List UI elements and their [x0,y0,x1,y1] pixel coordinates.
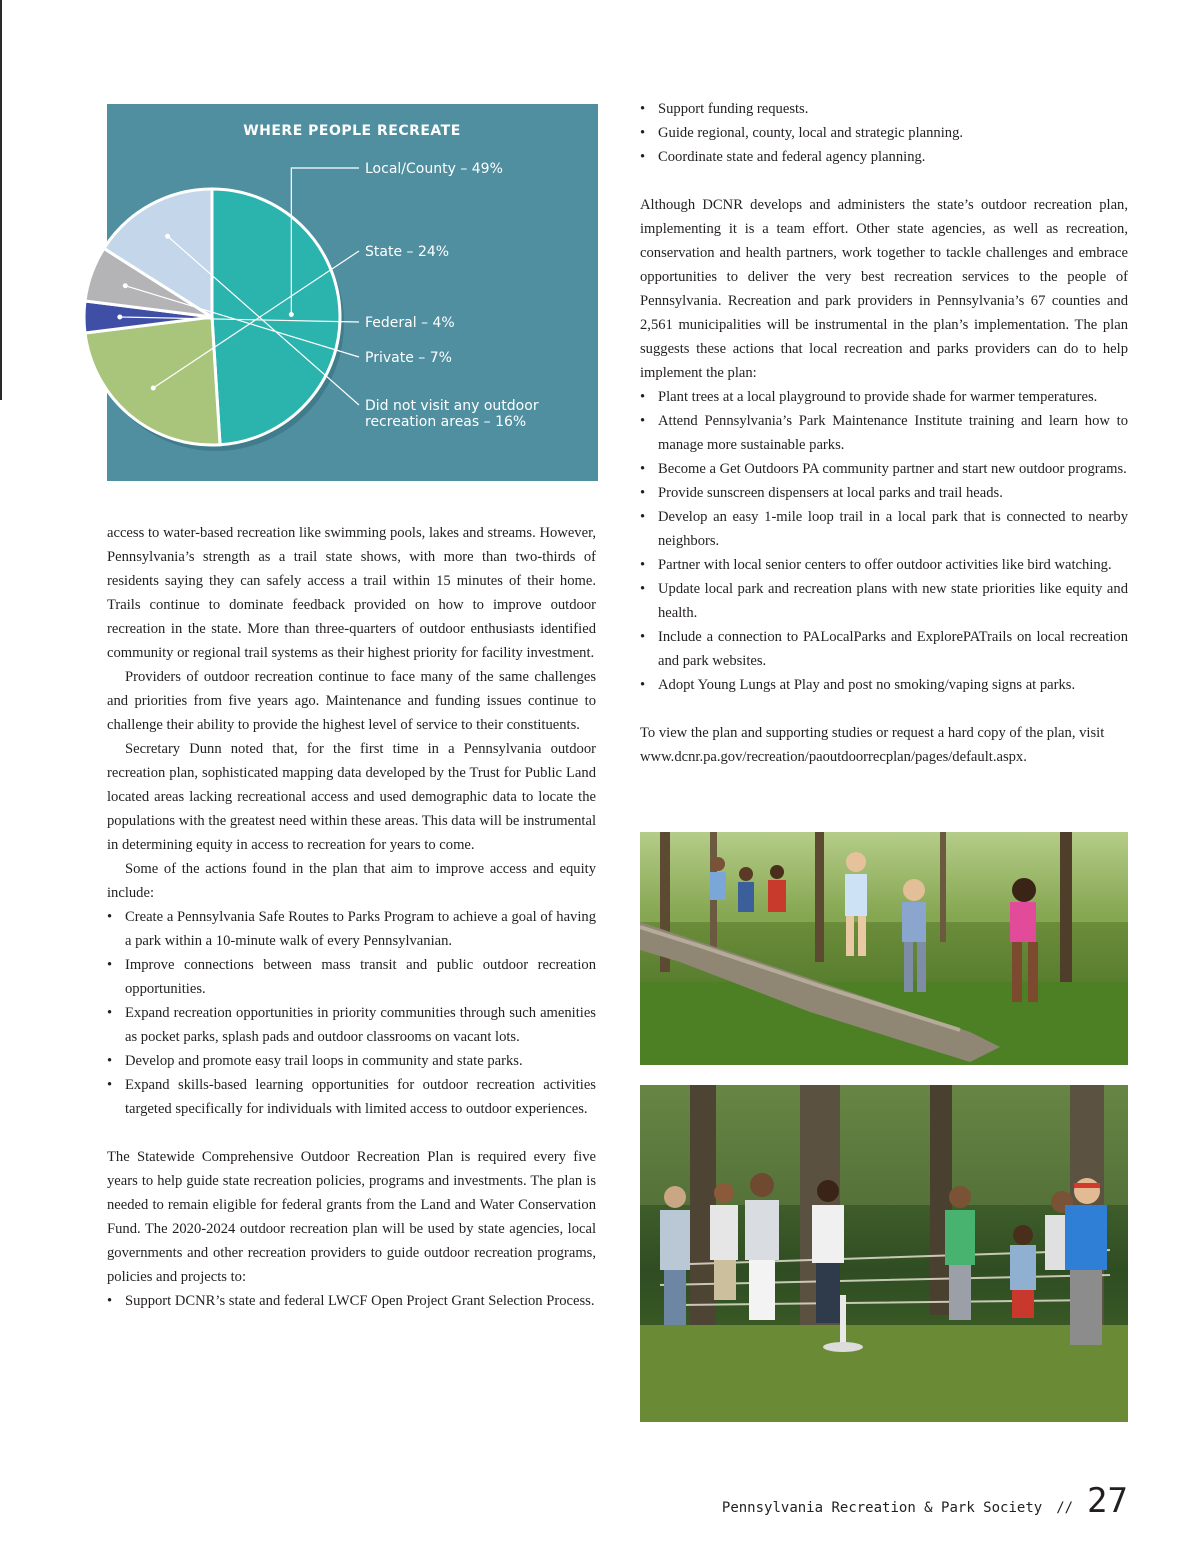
page-footer [721,1481,1128,1521]
list-item: • Include a connection to PALocalParks and ExplorePATrails on local recreation and park websites. [640,625,1128,673]
list-item: • Expand recreation opportunities in priority communities through such amenities as pocket parks, splash pads and outdoor classrooms on vacant lots. [107,1001,596,1049]
paragraph-secretary-dunn: Secretary Dunn noted that, for the first time in a Pennsylvania outdoor recreation plan, sophisticated mapping data developed by the Trust for Public Land located areas lacking recreational access and used demographic data to locate the populations with the greatest need within these areas. This data will be instrumental in determining equity in access to recreation for years to come. [107,741,596,853]
list-item: • Support funding requests. [640,97,1128,121]
chart-title: WHERE PEOPLE RECREATE [243,123,461,139]
list-item: • Attend Pennsylvania’s Park Maintenance Institute training and learn how to manage more sustainable parks. [640,409,1128,457]
plan-uses-list-continued [640,97,1128,169]
right-column [640,97,1128,769]
paragraph-providers: Providers of outdoor recreation continue to face many of the same challenges and priorities from five years ago. Maintenance and funding issues continue to challenge their ability to provide the highest level of service to their constituents. [107,669,596,733]
page-number: 27 [1087,1481,1128,1521]
list-item: • Expand skills-based learning opportunities for outdoor recreation activities targeted specifically for individuals with limited access to outdoor experiences. [107,1073,596,1121]
list-item: • Develop an easy 1-mile loop trail in a local park that is connected to nearby neighbors. [640,505,1128,553]
photo-group-rope-activity [640,1085,1128,1422]
pie-slice [212,189,340,445]
page-edge-line [0,0,2,400]
paragraph-team-effort: Although DCNR develops and administers the state’s outdoor recreation plan, implementing it is a team effort. Other state agencies, as well as recreation, conservation and health partners, work together to tackle challenges and embrace opportunities to deliver the very best recreation services to the people of Pennsylvania. Recreation and park providers in Pennsylvania’s 67 counties and 2,561 municipalities will be instrumental in the plan’s implementation. The plan suggests these actions that local recreation and parks providers can do to help implement the plan: [640,197,1128,381]
paragraph-water-trails: access to water-based recreation like swimming pools, lakes and streams. However, Pennsylvania’s strength as a trail state shows, with more than two-thirds of residents saying they can safely access a trail within 15 minutes of their home. Trails continue to dominate feedback provided on how to improve outdoor recreation in the state. More than three-quarters of outdoor enthusiasts identified community or regional trail systems as their highest priority for facility investment. [107,525,596,661]
pie-chart [80,104,600,481]
pie-leader-dot [165,234,170,239]
paragraph-scorp: The Statewide Comprehensive Outdoor Recreation Plan is required every five years to help guide state recreation policies, programs and investments. The plan is needed to remain eligible for federal grants from the Land and Water Conservation Fund. The 2020-2024 outdoor recreation plan will be used by state agencies, local governments and other recreation providers to guide outdoor recreation programs, policies and projects to: [107,1149,596,1285]
paragraph-view-plan: To view the plan and supporting studies or request a hard copy of the plan, visit www.dcnr.pa.gov/recreation/paoutdoorrecplan/pages/default.aspx. [640,725,1105,765]
local-actions-list [640,385,1128,697]
pie-slice [85,317,220,445]
equity-actions-list [107,905,596,1121]
left-column [107,521,596,1313]
pie-leader-dot [151,386,156,391]
list-item: • Plant trees at a local playground to provide shade for warmer temperatures. [640,385,1128,409]
list-item: • Update local park and recreation plans with new state priorities like equity and health. [640,577,1128,625]
list-item: • Improve connections between mass transit and public outdoor recreation opportunities. [107,953,596,1001]
photo-children-on-log [640,832,1128,1065]
pie-slice-label: Private – 7% [365,350,452,366]
pie-leader-dot [123,283,128,288]
pie-slice-label: Did not visit any outdoor recreation areas – 16% [365,398,539,430]
footer-organization: Pennsylvania Recreation & Park Society [721,1500,1043,1516]
list-item: • Support DCNR’s state and federal LWCF Open Project Grant Selection Process. [107,1289,596,1313]
list-item: • Become a Get Outdoors PA community partner and start new outdoor programs. [640,457,1128,481]
list-item: • Guide regional, county, local and strategic planning. [640,121,1128,145]
pie-slice-label: Federal – 4% [365,315,455,331]
list-item: • Create a Pennsylvania Safe Routes to Parks Program to achieve a goal of having a park within a 10-minute walk of every Pennsylvanian. [107,905,596,953]
pie-slice-label: State – 24% [365,244,450,260]
list-item: • Coordinate state and federal agency planning. [640,145,1128,169]
pie-slice-label: Local/County – 49% [365,161,503,177]
footer-separator: // [1056,1500,1074,1516]
list-item: • Partner with local senior centers to offer outdoor activities like bird watching. [640,553,1128,577]
list-item: • Adopt Young Lungs at Play and post no smoking/vaping signs at parks. [640,673,1128,697]
list-item: • Develop and promote easy trail loops in community and state parks. [107,1049,596,1073]
list-item: • Provide sunscreen dispensers at local parks and trail heads. [640,481,1128,505]
pie-leader-dot [289,312,294,317]
plan-uses-list [107,1289,596,1313]
paragraph-actions-intro: Some of the actions found in the plan that aim to improve access and equity include: [107,861,596,901]
pie-leader-dot [117,315,122,320]
